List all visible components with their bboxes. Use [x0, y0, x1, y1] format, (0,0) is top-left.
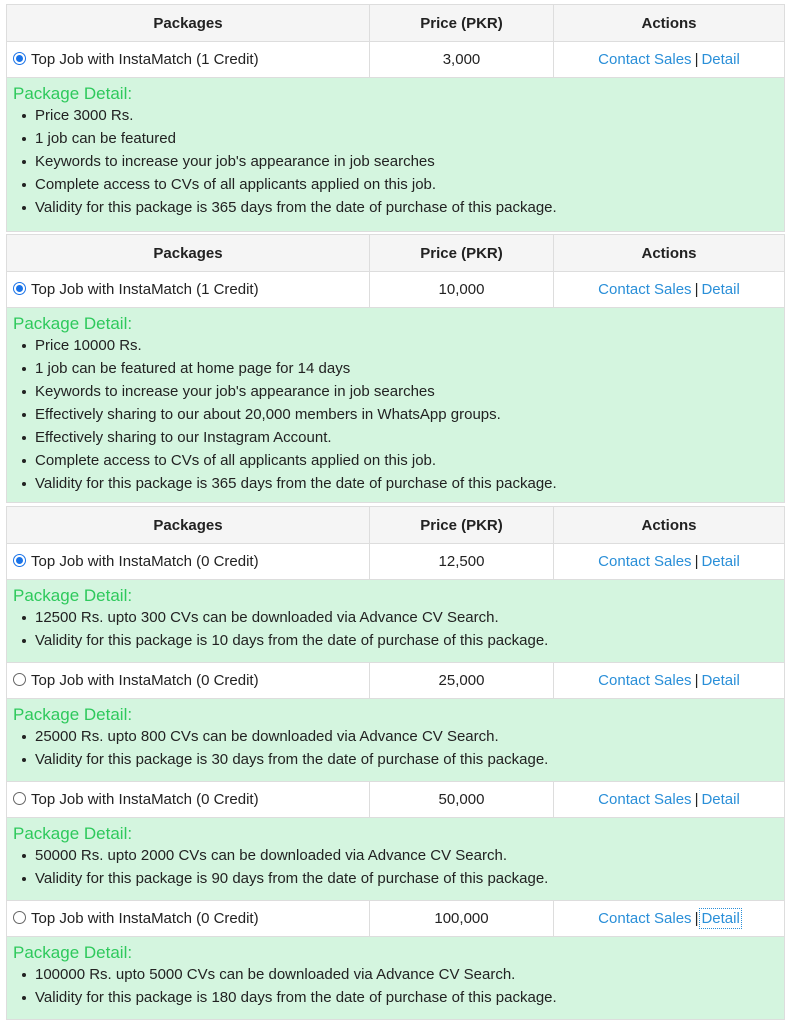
package-detail-row: [7, 580, 785, 663]
package-name: Top Job with InstaMatch (0 Credit): [31, 910, 259, 927]
header-price: Price (PKR): [370, 507, 554, 544]
contact-sales-link[interactable]: Contact Sales: [598, 791, 692, 808]
package-detail-list: [13, 963, 778, 1009]
package-detail-list: [13, 844, 778, 890]
package-price: 10,000: [370, 272, 554, 308]
package-detail-title: Package Detail:: [13, 705, 133, 724]
action-separator: |: [694, 910, 699, 927]
action-separator: |: [694, 281, 699, 298]
detail-item: Keywords to increase your job's appearance in job searches: [35, 150, 778, 173]
package-actions: [554, 901, 785, 937]
package-table-2: [6, 234, 785, 503]
detail-item: Validity for this package is 30 days from the date of purchase of this package.: [35, 748, 778, 771]
package-actions: [554, 42, 785, 78]
package-detail-title: Package Detail:: [13, 586, 133, 605]
package-detail-panel: [7, 937, 785, 1020]
package-detail-title: Package Detail:: [13, 314, 133, 333]
contact-sales-link[interactable]: Contact Sales: [598, 910, 692, 927]
package-radio[interactable]: [13, 673, 26, 686]
detail-link[interactable]: Detail: [701, 553, 740, 570]
detail-item: Effectively sharing to our about 20,000 members in WhatsApp groups.: [35, 403, 778, 426]
package-name-cell: [7, 782, 370, 818]
action-separator: |: [694, 791, 699, 808]
package-row: [7, 42, 785, 78]
package-table-1: [6, 4, 785, 232]
package-detail-list: [13, 606, 778, 652]
package-price: 3,000: [370, 42, 554, 78]
package-name-cell: [7, 901, 370, 937]
detail-link[interactable]: Detail: [701, 910, 740, 927]
package-row: [7, 663, 785, 699]
package-price: 12,500: [370, 544, 554, 580]
header-actions: Actions: [554, 507, 785, 544]
detail-item: Validity for this package is 180 days from the date of purchase of this package.: [35, 986, 778, 1009]
package-radio-selected[interactable]: [13, 554, 26, 567]
package-detail-row: [7, 818, 785, 901]
package-name-cell: [7, 272, 370, 308]
header-actions: Actions: [554, 5, 785, 42]
detail-item: Price 3000 Rs.: [35, 104, 778, 127]
package-price: 25,000: [370, 663, 554, 699]
package-name-cell: [7, 42, 370, 78]
action-separator: |: [694, 51, 699, 68]
detail-item: Validity for this package is 90 days from the date of purchase of this package.: [35, 867, 778, 890]
header-price: Price (PKR): [370, 235, 554, 272]
package-detail-title: Package Detail:: [13, 824, 133, 843]
package-detail-list: [13, 725, 778, 771]
package-row: [7, 272, 785, 308]
package-detail-panel: [7, 699, 785, 782]
package-detail-row: [7, 78, 785, 232]
detail-item: 1 job can be featured: [35, 127, 778, 150]
package-radio[interactable]: [13, 792, 26, 805]
detail-item: Effectively sharing to our Instagram Account.: [35, 426, 778, 449]
package-detail-panel: [7, 818, 785, 901]
header-price: Price (PKR): [370, 5, 554, 42]
package-radio-selected[interactable]: [13, 282, 26, 295]
header-actions: Actions: [554, 235, 785, 272]
package-row: [7, 782, 785, 818]
detail-item: 25000 Rs. upto 800 CVs can be downloaded via Advance CV Search.: [35, 725, 778, 748]
package-detail-title: Package Detail:: [13, 84, 133, 103]
detail-item: Validity for this package is 365 days from the date of purchase of this package.: [35, 196, 778, 219]
package-detail-row: [7, 937, 785, 1020]
detail-item: Validity for this package is 10 days from the date of purchase of this package.: [35, 629, 778, 652]
table-header-row: [7, 507, 785, 544]
package-price: 100,000: [370, 901, 554, 937]
contact-sales-link[interactable]: Contact Sales: [598, 281, 692, 298]
package-actions: [554, 782, 785, 818]
package-row: [7, 901, 785, 937]
package-detail-title: Package Detail:: [13, 943, 133, 962]
package-name: Top Job with InstaMatch (0 Credit): [31, 672, 259, 689]
header-packages: Packages: [7, 235, 370, 272]
detail-item: Keywords to increase your job's appearance in job searches: [35, 380, 778, 403]
detail-item: Validity for this package is 365 days from the date of purchase of this package.: [35, 472, 778, 495]
action-separator: |: [694, 672, 699, 689]
package-name: Top Job with InstaMatch (1 Credit): [31, 281, 259, 298]
package-price: 50,000: [370, 782, 554, 818]
package-name: Top Job with InstaMatch (1 Credit): [31, 51, 259, 68]
package-table-3: [6, 506, 785, 1020]
detail-link[interactable]: Detail: [701, 672, 740, 689]
package-name: Top Job with InstaMatch (0 Credit): [31, 791, 259, 808]
contact-sales-link[interactable]: Contact Sales: [598, 672, 692, 689]
package-radio-selected[interactable]: [13, 52, 26, 65]
contact-sales-link[interactable]: Contact Sales: [598, 51, 692, 68]
package-detail-list: [13, 104, 778, 219]
detail-link[interactable]: Detail: [701, 51, 740, 68]
detail-item: Complete access to CVs of all applicants applied on this job.: [35, 173, 778, 196]
package-detail-row: [7, 308, 785, 503]
header-packages: Packages: [7, 5, 370, 42]
detail-item: 50000 Rs. upto 2000 CVs can be downloaded via Advance CV Search.: [35, 844, 778, 867]
package-detail-panel: [7, 580, 785, 663]
detail-item: Price 10000 Rs.: [35, 334, 778, 357]
table-header-row: [7, 235, 785, 272]
package-radio[interactable]: [13, 911, 26, 924]
table-header-row: [7, 5, 785, 42]
package-detail-row: [7, 699, 785, 782]
header-packages: Packages: [7, 507, 370, 544]
package-actions: [554, 544, 785, 580]
package-detail-panel: [7, 78, 785, 232]
action-separator: |: [694, 553, 699, 570]
package-detail-list: [13, 334, 778, 495]
detail-link[interactable]: Detail: [701, 281, 740, 298]
package-detail-panel: [7, 308, 785, 503]
package-name-cell: [7, 544, 370, 580]
contact-sales-link[interactable]: Contact Sales: [598, 553, 692, 570]
package-name: Top Job with InstaMatch (0 Credit): [31, 553, 259, 570]
package-row: [7, 544, 785, 580]
detail-item: 1 job can be featured at home page for 14 days: [35, 357, 778, 380]
detail-item: Complete access to CVs of all applicants applied on this job.: [35, 449, 778, 472]
detail-link[interactable]: Detail: [701, 791, 740, 808]
detail-item: 12500 Rs. upto 300 CVs can be downloaded via Advance CV Search.: [35, 606, 778, 629]
package-name-cell: [7, 663, 370, 699]
package-actions: [554, 663, 785, 699]
package-actions: [554, 272, 785, 308]
detail-item: 100000 Rs. upto 5000 CVs can be downloaded via Advance CV Search.: [35, 963, 778, 986]
